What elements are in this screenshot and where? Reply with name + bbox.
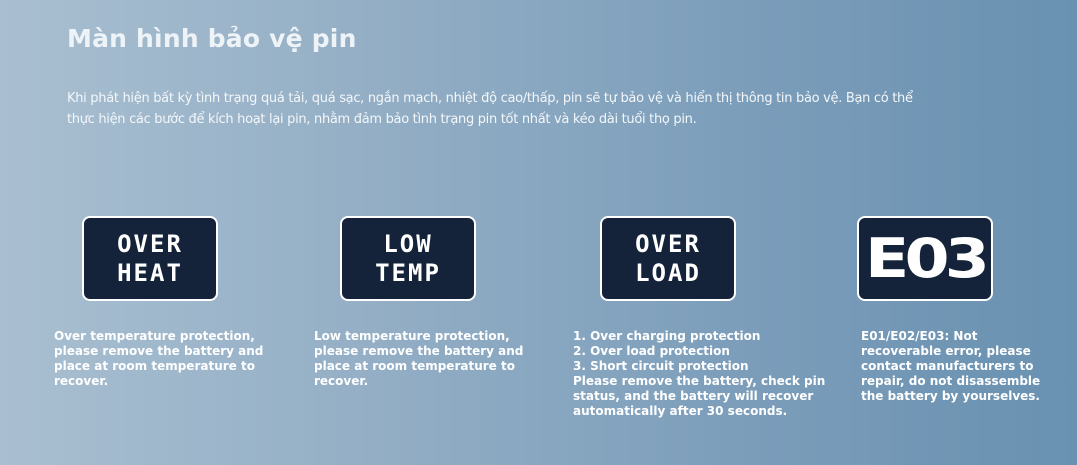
display-line: LOAD xyxy=(635,258,701,287)
page-title: Màn hình bảo vệ pin xyxy=(67,24,357,53)
overload-card xyxy=(573,216,826,419)
display-line: HEAT xyxy=(117,258,183,287)
overheat-description xyxy=(54,329,263,389)
display-line: LOW xyxy=(383,229,433,258)
error-code-description xyxy=(861,329,1040,404)
description-line: status, and the battery will recover xyxy=(573,389,814,403)
description-line: 2. Over load protection xyxy=(573,344,730,358)
description-line: Over temperature protection, xyxy=(54,329,255,343)
intro-text xyxy=(67,88,1027,130)
error-code-card xyxy=(857,216,1040,404)
description-line: 3. Short circuit protection xyxy=(573,359,749,373)
description-line: recover. xyxy=(54,374,109,388)
low-temp-display xyxy=(340,216,476,301)
intro-line-1: Khi phát hiện bất kỳ tình trạng quá tải, quá sạc, ngắn mạch, nhiệt độ cao/thấp, pin sẽ tự bảo vệ và hiển thị thông tin bảo vệ. Bạn có thể xyxy=(67,91,913,106)
description-line: Low temperature protection, xyxy=(314,329,510,343)
error-code-text xyxy=(864,226,986,290)
description-line: please remove the battery and xyxy=(54,344,264,358)
description-line: the battery by yourselves. xyxy=(861,389,1040,403)
display-line: OVER xyxy=(635,229,701,258)
description-line: Please remove the battery, check pin xyxy=(573,374,826,388)
overheat-display xyxy=(82,216,218,301)
display-line: E03 xyxy=(864,226,986,290)
low-temp-card xyxy=(314,216,524,389)
description-line: please remove the battery and xyxy=(314,344,524,358)
description-line: place at room temperature to xyxy=(54,359,255,373)
display-line: OVER xyxy=(117,229,183,258)
description-line: repair, do not disassemble xyxy=(861,374,1041,388)
description-line: contact manufacturers to xyxy=(861,359,1034,373)
overheat-card xyxy=(54,216,264,389)
low-temp-description xyxy=(314,329,523,389)
description-line: automatically after 30 seconds. xyxy=(573,404,788,418)
overload-display xyxy=(600,216,736,301)
overload-description xyxy=(573,329,825,419)
intro-line-2: thực hiện các bước để kích hoạt lại pin, nhằm đảm bảo tình trạng pin tốt nhất và kéo dài tuổi thọ pin. xyxy=(67,112,697,127)
display-line: TEMP xyxy=(375,258,441,287)
description-line: recoverable error, please xyxy=(861,344,1031,358)
description-line: E01/E02/E03: Not xyxy=(861,329,978,343)
description-line: 1. Over charging protection xyxy=(573,329,761,343)
description-line: recover. xyxy=(314,374,369,388)
description-line: place at room temperature to xyxy=(314,359,515,373)
error-code-display xyxy=(857,216,993,301)
